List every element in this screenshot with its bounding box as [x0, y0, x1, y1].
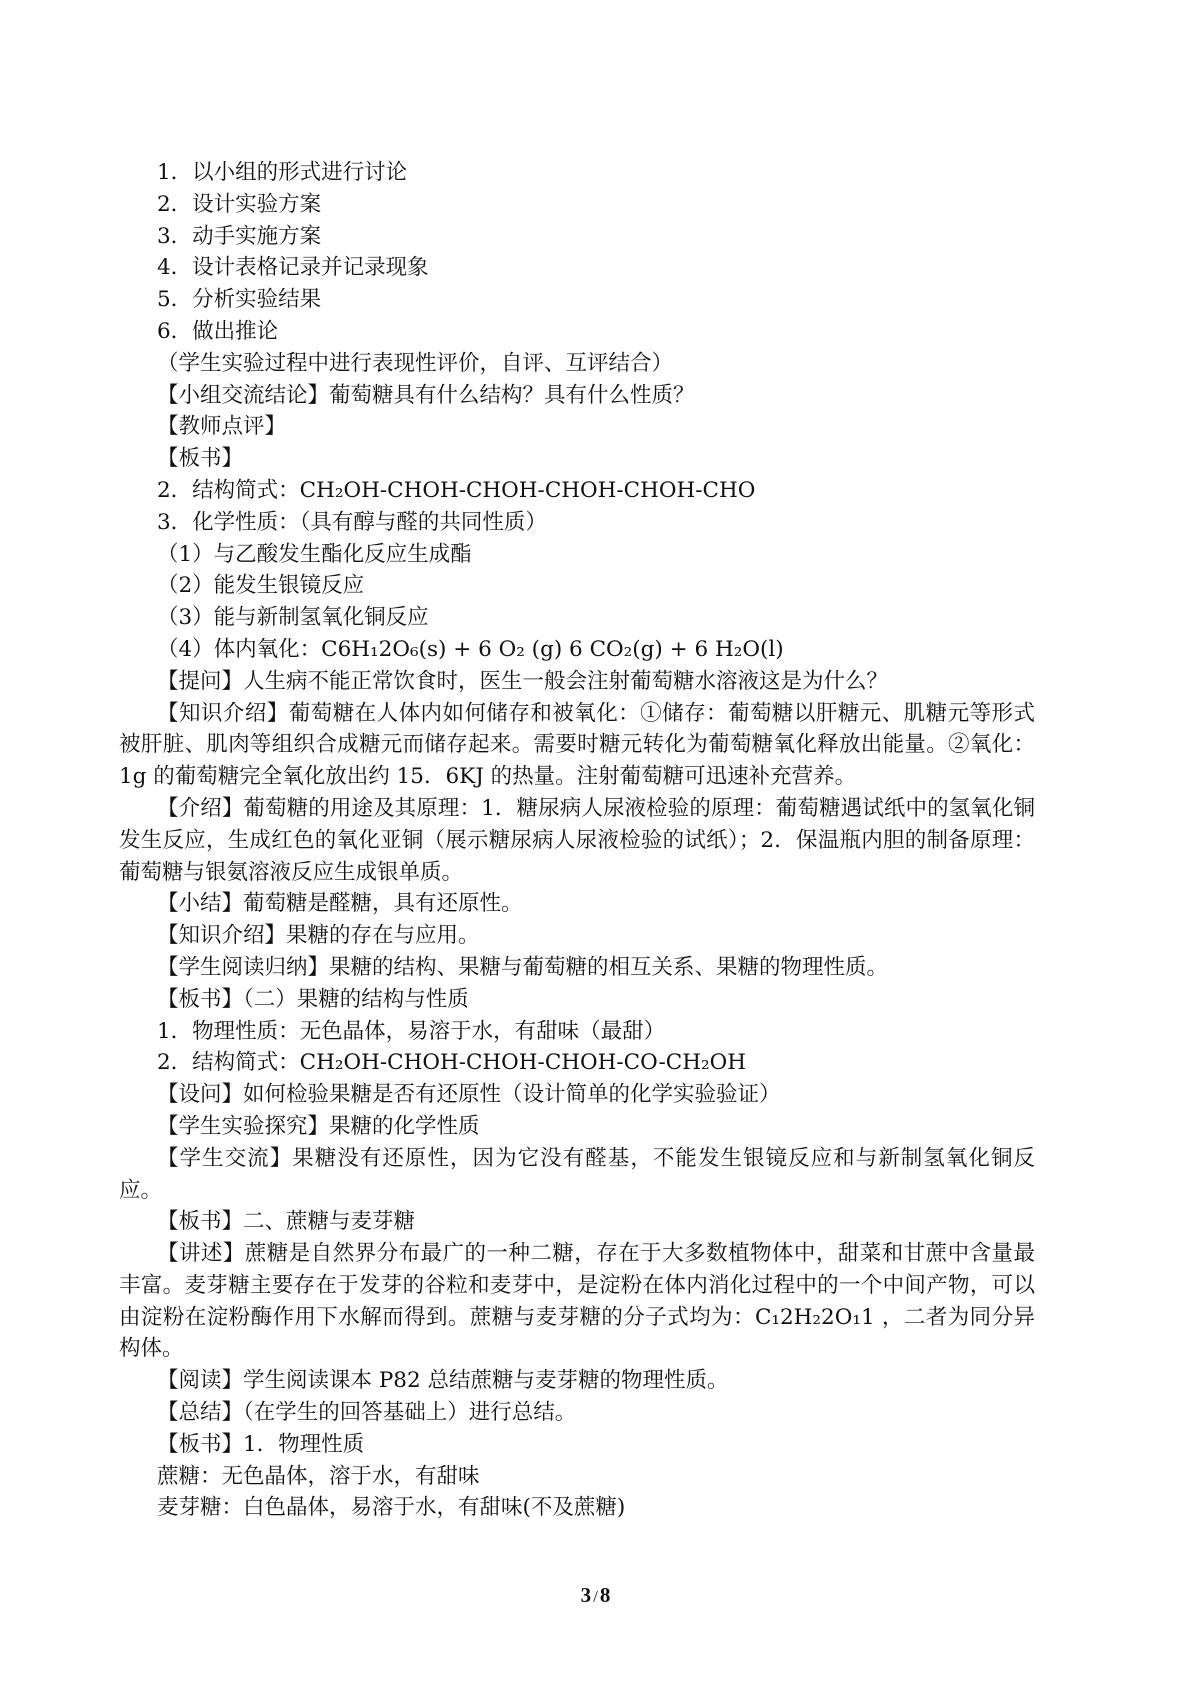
text-line: 【教师点评】 [157, 414, 287, 440]
page-content [119, 157, 1035, 1524]
text-line: （2）能发生银镜反应 [157, 573, 365, 599]
text-line: 【板书】 [157, 446, 244, 472]
page-separator: / [593, 1587, 598, 1606]
list-item: 5．分析实验结果 [157, 287, 322, 313]
text-line: 【提问】人生病不能正常饮食时，医生一般会注射葡萄糖水溶液这是为什么？ [157, 668, 889, 694]
text-line: 【板书】1．物理性质 [157, 1431, 365, 1457]
text-line: 【学生实验探究】果糖的化学性质 [157, 1113, 480, 1139]
current-page: 3 [580, 1583, 592, 1607]
text-line: 【设问】如何检验果糖是否有还原性（设计简单的化学实验验证） [157, 1082, 781, 1108]
paragraph: 【学生交流】果糖没有还原性，因为它没有醛基，不能发生银镜反应和与新制氢氧化铜反应。 [119, 1145, 1035, 1203]
text-line: 【小结】葡萄糖是醛糖，具有还原性。 [157, 891, 523, 917]
formula-line: 2．结构简式：CH₂OH-CHOH-CHOH-CHOH-CHOH-CHO [157, 477, 756, 503]
list-item: 3．动手实施方案 [157, 223, 322, 249]
text-line: 蔗糖：无色晶体，溶于水，有甜味 [157, 1463, 480, 1489]
text-line: 【阅读】学生阅读课本 P82 总结蔗糖与麦芽糖的物理性质。 [157, 1368, 729, 1394]
text-line: 【板书】（二）果糖的结构与性质 [157, 986, 469, 1012]
paragraph: 【讲述】蔗糖是自然界分布最广的一种二糖，存在于大多数植物体中，甜菜和甘蔗中含量最丰富。麦芽糖主要存在于发芽的谷粒和麦芽中，是淀粉在体内消化过程中的一个中间产物，可以由淀粉在淀粉酶作用下水解而得到。蔗糖与麦芽糖的分子式均为：C₁2H₂2O₁1 ，二者为同分异构体。 [119, 1241, 1035, 1362]
text-line: （1）与乙酸发生酯化反应生成酯 [157, 541, 472, 567]
text-line: （3）能与新制氢氧化铜反应 [157, 605, 429, 631]
total-pages: 8 [599, 1583, 611, 1607]
text-line: 【板书】二、蔗糖与麦芽糖 [157, 1209, 416, 1235]
text-line: （学生实验过程中进行表现性评价，自评、互评结合） [157, 350, 674, 376]
list-item: 6．做出推论 [157, 318, 279, 344]
list-item: 1．以小组的形式进行讨论 [157, 160, 408, 185]
formula-line: 2．结构简式：CH₂OH-CHOH-CHOH-CHOH-CO-CH₂OH [157, 1050, 746, 1076]
paragraph: 【介绍】葡萄糖的用途及其原理：1．糖尿病人尿液检验的原理：葡萄糖遇试纸中的氢氧化铜发生反应，生成红色的氧化亚铜（展示糖尿病人尿液检验的试纸）；2．保温瓶内胆的制备原理：葡萄糖与银氨溶液反应生成银单质。 [119, 795, 1035, 885]
equation-line: （4）体内氧化：C6H₁2O₆(s) + 6 O₂ (g) 6 CO₂(g) + 6 H₂O(l) [157, 636, 784, 662]
text-line: 【小组交流结论】葡萄糖具有什么结构？具有什么性质？ [157, 382, 695, 408]
page-number [0, 1583, 1191, 1608]
text-line: 1．物理性质：无色晶体，易溶于水，有甜味（最甜） [157, 1018, 666, 1044]
list-item: 4．设计表格记录并记录现象 [157, 255, 429, 281]
paragraph: 【知识介绍】葡萄糖在人体内如何储存和被氧化：①储存：葡萄糖以肝糖元、肌糖元等形式被肝脏、肌肉等组织合成糖元而储存起来。需要时糖元转化为葡萄糖氧化释放出能量。②氧化：1g 的葡萄糖完全氧化放出约 15．6KJ 的热量。注射葡萄糖可迅速补充营养。 [119, 700, 1035, 790]
text-line: 【知识介绍】果糖的存在与应用。 [157, 923, 480, 949]
list-item: 2．设计实验方案 [157, 191, 322, 217]
text-line: 【总结】（在学生的回答基础上）进行总结。 [157, 1400, 577, 1426]
text-line: 【学生阅读归纳】果糖的结构、果糖与葡萄糖的相互关系、果糖的物理性质。 [157, 954, 889, 980]
text-line: 3．化学性质：（具有醇与醛的共同性质） [157, 509, 547, 535]
text-line: 麦芽糖：白色晶体，易溶于水，有甜味(不及蔗糖) [157, 1495, 626, 1521]
